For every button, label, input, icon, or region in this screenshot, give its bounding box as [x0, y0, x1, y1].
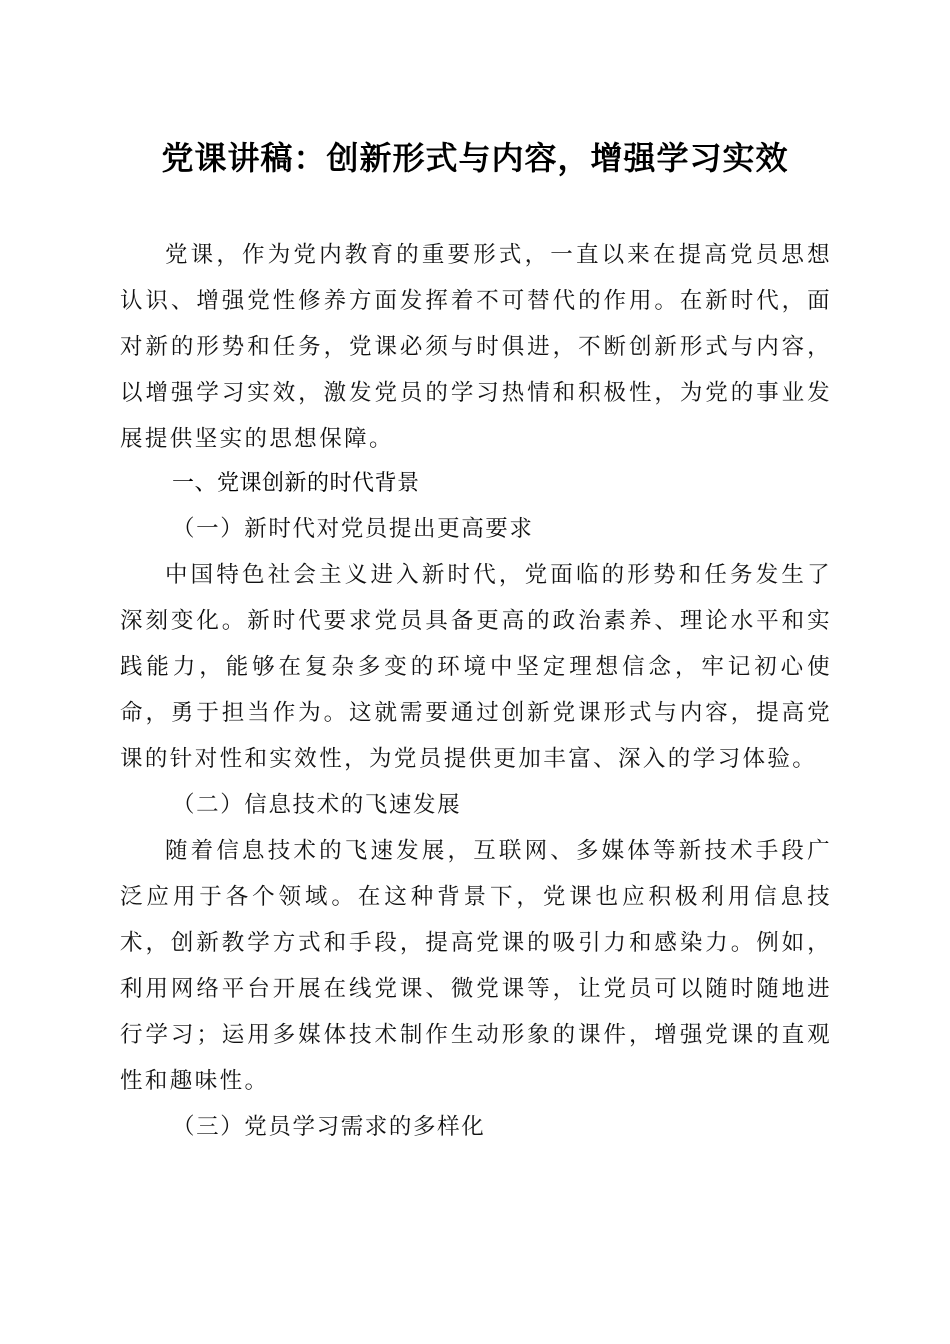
section-heading-1: 一、党课创新的时代背景 [172, 471, 420, 496]
document-body [120, 232, 832, 1150]
intro-paragraph: 党课，作为党内教育的重要形式，一直以来在提高党员思想认识、增强党性修养方面发挥着不可替代的作用。在新时代，面对新的形势和任务，党课必须与时俱进，不断创新形式与内容，以增强学习实效，激发党员的学习热情和积极性，为党的事业发展提供坚实的思想保障。 [120, 242, 832, 452]
subsection-heading-1: （一）新时代对党员提出更高要求 [172, 516, 534, 542]
subsection-paragraph-1: 中国特色社会主义进入新时代，党面临的形势和任务发生了深刻变化。新时代要求党员具备更高的政治素养、理论水平和实践能力，能够在复杂多变的环境中坚定理想信念，牢记初心使命，勇于担当作为。这就需要通过创新党课形式与内容，提高党课的针对性和实效性，为党员提供更加丰富、深入的学习体验。 [120, 562, 832, 772]
subsection-paragraph-2: 随着信息技术的飞速发展，互联网、多媒体等新技术手段广泛应用于各个领域。在这种背景下，党课也应积极利用信息技术，创新教学方式和手段，提高党课的吸引力和感染力。例如，利用网络平台开展在线党课、微党课等，让党员可以随时随地进行学习；运用多媒体技术制作生动形象的课件，增强党课的直观性和趣味性。 [120, 838, 832, 1094]
document-title: 党课讲稿：创新形式与内容，增强学习实效 [161, 139, 789, 177]
subsection-heading-2: （二）信息技术的飞速发展 [172, 792, 462, 818]
subsection-heading-3: （三）党员学习需求的多样化 [172, 1114, 486, 1140]
